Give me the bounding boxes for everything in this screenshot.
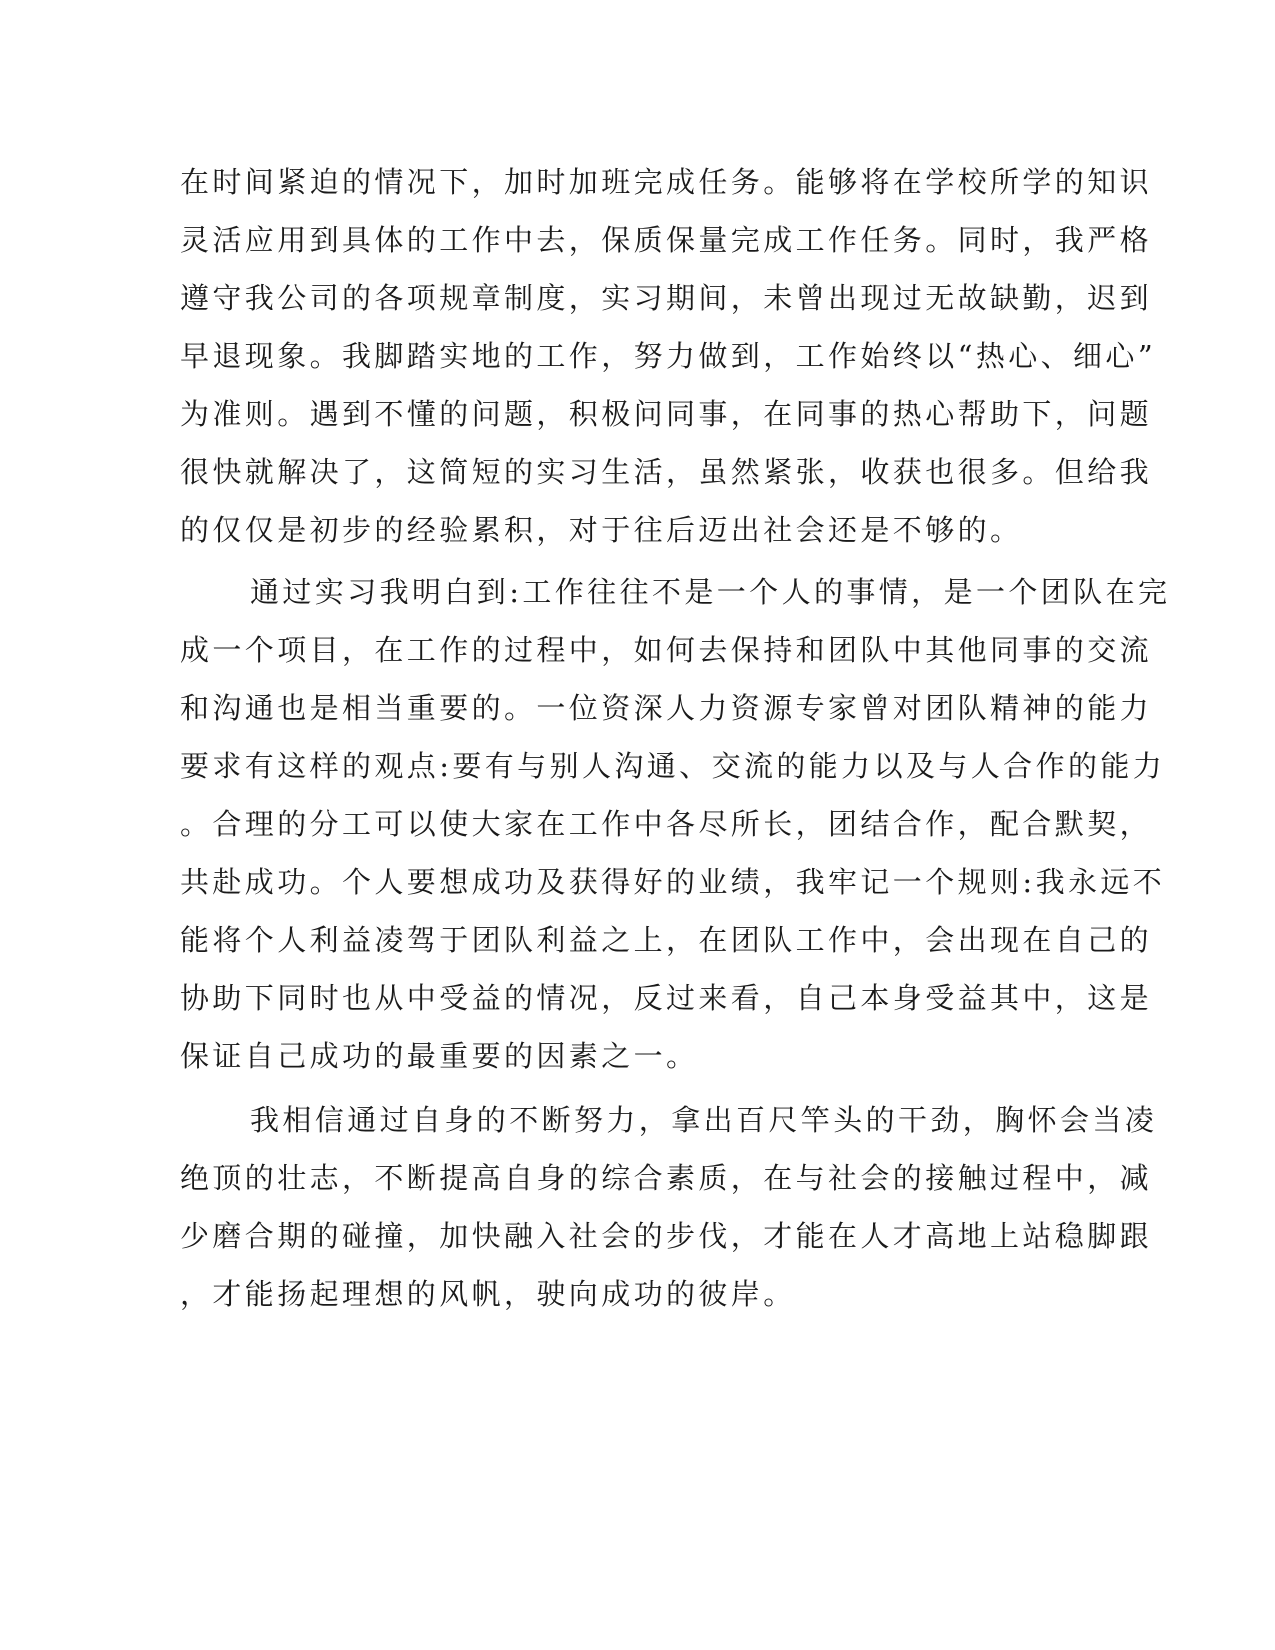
text-line: 要求有这样的观点:要有与别人沟通、交流的能力以及与人合作的能力 [180,749,1166,783]
text-line: 少磨合期的碰撞，加快融入社会的步伐，才能在人才高地上站稳脚跟 [180,1219,1153,1253]
text-line: 协助下同时也从中受益的情况，反过来看，自己本身受益其中，这是 [180,981,1153,1015]
text-line: 灵活应用到具体的工作中去，保质保量完成工作任务。同时，我严格 [180,223,1153,257]
text-line: 遵守我公司的各项规章制度，实习期间，未曾出现过无故缺勤，迟到 [180,281,1153,315]
paragraph-first-line: 我相信通过自身的不断努力，拿出百尺竿头的干劲，胸怀会当凌 [250,1103,1158,1137]
text-line: 和沟通也是相当重要的。一位资深人力资源专家曾对团队精神的能力 [180,691,1153,725]
text-line: 绝顶的壮志，不断提高自身的综合素质，在与社会的接触过程中，减 [180,1161,1153,1195]
text-line: 。合理的分工可以使大家在工作中各尽所长，团结合作，配合默契， [180,807,1153,841]
text-line: 早退现象。我脚踏实地的工作，努力做到，工作始终以“热心、细心” [180,339,1157,373]
text-line: 能将个人利益凌驾于团队利益之上，在团队工作中，会出现在自己的 [180,923,1153,957]
text-line: 在时间紧迫的情况下，加时加班完成任务。能够将在学校所学的知识 [180,165,1153,199]
text-line: 为准则。遇到不懂的问题，积极问同事，在同事的热心帮助下，问题 [180,397,1153,431]
text-line: 成一个项目，在工作的过程中，如何去保持和团队中其他同事的交流 [180,633,1153,667]
text-line: 共赴成功。个人要想成功及获得好的业绩，我牢记一个规则:我永远不 [180,865,1166,899]
text-line: 很快就解决了，这简短的实习生活，虽然紧张，收获也很多。但给我 [180,455,1153,489]
paragraph-first-line: 通过实习我明白到:工作往往不是一个人的事情，是一个团队在完 [250,575,1171,609]
text-line: 保证自己成功的最重要的因素之一。 [180,1039,699,1073]
text-line: 的仅仅是初步的经验累积，对于往后迈出社会还是不够的。 [180,513,1023,547]
text-line: ，才能扬起理想的风帆，驶向成功的彼岸。 [180,1277,796,1311]
